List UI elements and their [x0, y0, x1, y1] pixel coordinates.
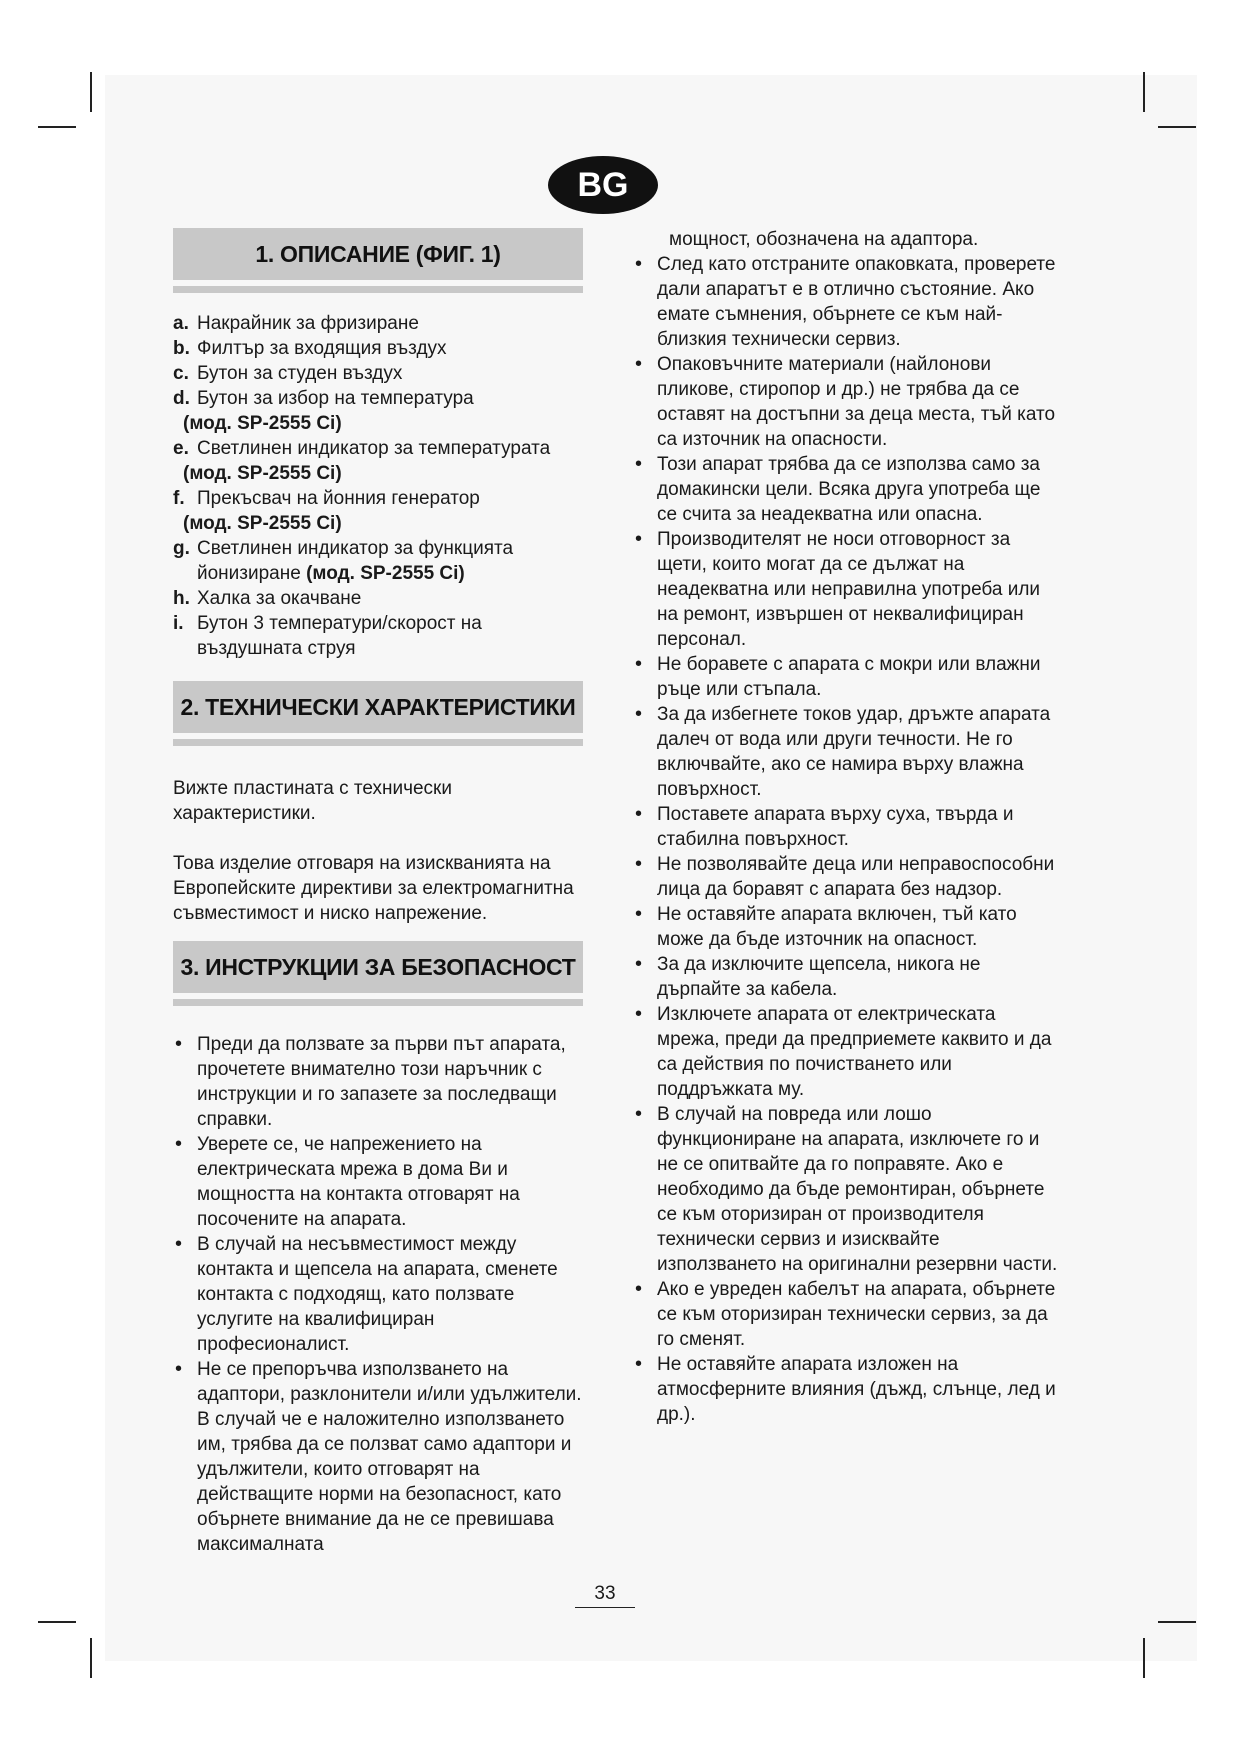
- safety-item: • За да изключите щепсела, никога не дърпайте за кабела.: [633, 952, 1063, 1002]
- safety-continuation: мощност, обозначена на адаптора.: [669, 229, 979, 250]
- language-badge: BG: [548, 156, 658, 214]
- description-item: [173, 311, 583, 336]
- item-letter: h.: [173, 588, 190, 609]
- description-item: [173, 336, 583, 361]
- safety-item: • Изключете апарата от електрическата мрежа, преди да предприемете каквито и да са действия по почистването или поддръжката му.: [633, 1002, 1063, 1102]
- item-label: Филтър за входящия въздух: [197, 338, 447, 359]
- section-safety-heading: [173, 941, 583, 993]
- crop-mark: [1143, 1638, 1145, 1678]
- safety-item: • Уверете се, че напрежението на електрическата мрежа в дома Ви и мощността на контакта отговарят на посочените на апарата.: [173, 1132, 583, 1232]
- description-item-model-line: [173, 411, 583, 436]
- safety-item: • Преди да ползвате за първи път апарата, прочетете внимателно този наръчник с инструкции и го запазете за последващи справки.: [173, 1032, 583, 1132]
- safety-item: • Не боравете с апарата с мокри или влажни ръце или стъпала.: [633, 652, 1063, 702]
- description-item: [173, 536, 583, 586]
- item-label: Бутон 3 температури/скорост на въздушната струя: [197, 613, 482, 659]
- section-description-heading: [173, 228, 583, 280]
- item-letter: g.: [173, 538, 190, 559]
- crop-mark: [90, 72, 92, 112]
- safety-item: • Този апарат трябва да се използва само за домакински цели. Всяка друга употреба ще се счита за неадекватна или опасна.: [633, 452, 1063, 527]
- item-text: [197, 336, 583, 361]
- item-label: Халка за окачване: [197, 588, 362, 609]
- safety-item: • Ако е увреден кабелът на апарата, обърнете се към оторизиран технически сервиз, за да го сменят.: [633, 1277, 1063, 1352]
- section-rule: [173, 739, 583, 746]
- item-label: Светлинен индикатор за функцията йонизиране: [197, 538, 514, 584]
- description-item: [173, 386, 583, 411]
- description-item-model-line: [173, 461, 583, 486]
- item-model: (мод. SP-2555 Ci): [183, 413, 342, 434]
- section-title: 1. ОПИСАНИЕ (ФИГ. 1): [255, 240, 501, 267]
- specs-paragraph: Вижте пластината с технически характеристики.: [173, 778, 452, 824]
- item-label: Бутон за избор на температура: [197, 388, 474, 409]
- item-letter: a.: [173, 313, 189, 334]
- right-column: [633, 227, 1063, 1427]
- item-letter: e.: [173, 438, 189, 459]
- item-model: (мод. SP-2555 Ci): [306, 563, 465, 584]
- item-text: [197, 486, 583, 511]
- description-item: [173, 586, 583, 611]
- safety-item: • Не оставяйте апарата изложен на атмосферните влияния (дъжд, слънце, лед и др.).: [633, 1352, 1063, 1427]
- safety-item: • Производителят не носи отговорност за щети, които могат да се дължат на неадекватна или неправилна употреба или на ремонт, извършен от неквалифициран персонал.: [633, 527, 1063, 652]
- safety-item: • Поставете апарата върху суха, твърда и стабилна повърхност.: [633, 802, 1063, 852]
- item-label: Накрайник за фризиране: [197, 313, 419, 334]
- item-model: (мод. SP-2555 Ci): [183, 513, 342, 534]
- item-model: (мод. SP-2555 Ci): [183, 463, 342, 484]
- crop-mark: [1143, 72, 1145, 112]
- crop-mark: [38, 1621, 76, 1623]
- description-list: [173, 311, 583, 661]
- safety-item: • За да избегнете токов удар, дръжте апарата далеч от вода или други течности. Не го включвайте, ако се намира върху влажна повърхност.: [633, 702, 1063, 802]
- section-rule: [173, 286, 583, 293]
- crop-mark: [38, 126, 76, 128]
- item-letter: d.: [173, 388, 190, 409]
- description-item: [173, 436, 583, 461]
- safety-list-left: [173, 1032, 583, 1557]
- item-text: [197, 436, 583, 461]
- item-letter: f.: [173, 488, 185, 509]
- item-text: [197, 586, 583, 611]
- item-label: Бутон за студен въздух: [197, 363, 403, 384]
- safety-item: • След като отстраните опаковката, проверете дали апаратът е в отлично състояние. Ако емате съмнения, обърнете се към най-близкия технически сервиз.: [633, 252, 1063, 352]
- crop-mark: [90, 1638, 92, 1678]
- section-title: 2. ТЕХНИЧЕСКИ ХАРАКТЕРИСТИКИ: [180, 693, 576, 720]
- description-item: [173, 611, 583, 661]
- item-letter: c.: [173, 363, 189, 384]
- safety-item: • Не оставяйте апарата включен, тъй като може да бъде източник на опасност.: [633, 902, 1063, 952]
- item-text: [197, 311, 583, 336]
- page-number: 33: [575, 1583, 635, 1608]
- item-text: [197, 536, 583, 586]
- item-text: [197, 611, 583, 661]
- safety-list-right: [633, 252, 1063, 1427]
- safety-item: • В случай на повреда или лошо функциониране на апарата, изключете го и не се опитвайте да го поправяте. Ако е необходимо да бъде ремонтиран, обърнете се към оторизиран от производителя технически сервиз и изисквайте използването на оригинални резервни части.: [633, 1102, 1063, 1277]
- section-specs-heading: [173, 681, 583, 733]
- section-title: 3. ИНСТРУКЦИИ ЗА БЕЗОПАСНОСТ: [180, 953, 576, 980]
- safety-item: • Не се препоръчва използването на адаптори, разклонители и/или удължители. В случай че е наложително използването им, трябва да се ползват само адаптори и удължители, които отговарят на действащите норми на безопасност, като обърнете внимание да не се превишава максималната: [173, 1357, 583, 1557]
- crop-mark: [1158, 126, 1196, 128]
- safety-item: • В случай на несъвместимост между контакта и щепсела на апарата, сменете контакта с подходящ, като ползвате услугите на квалифициран професионалист.: [173, 1232, 583, 1357]
- item-text: [197, 386, 583, 411]
- compliance-paragraph: Това изделие отговаря на изискванията на Европейските директиви за електромагнитна съвместимост и ниско напрежение.: [173, 853, 574, 924]
- item-text: [197, 361, 583, 386]
- item-label: Прекъсвач на йонния генератор: [197, 488, 480, 509]
- left-column: [173, 228, 583, 1557]
- item-label: Светлинен индикатор за температурата: [197, 438, 551, 459]
- crop-mark: [1158, 1621, 1196, 1623]
- item-letter: b.: [173, 338, 190, 359]
- safety-item: • Опаковъчните материали (найлонови пликове, стиропор и др.) не трябва да се оставят на достъпни за деца места, тъй като са източник на опасности.: [633, 352, 1063, 452]
- item-letter: i.: [173, 613, 184, 634]
- description-item-model-line: [173, 511, 583, 536]
- description-item: [173, 361, 583, 386]
- safety-item: • Не позволявайте деца или неправоспособни лица да боравят с апарата без надзор.: [633, 852, 1063, 902]
- section-rule: [173, 999, 583, 1006]
- description-item: [173, 486, 583, 511]
